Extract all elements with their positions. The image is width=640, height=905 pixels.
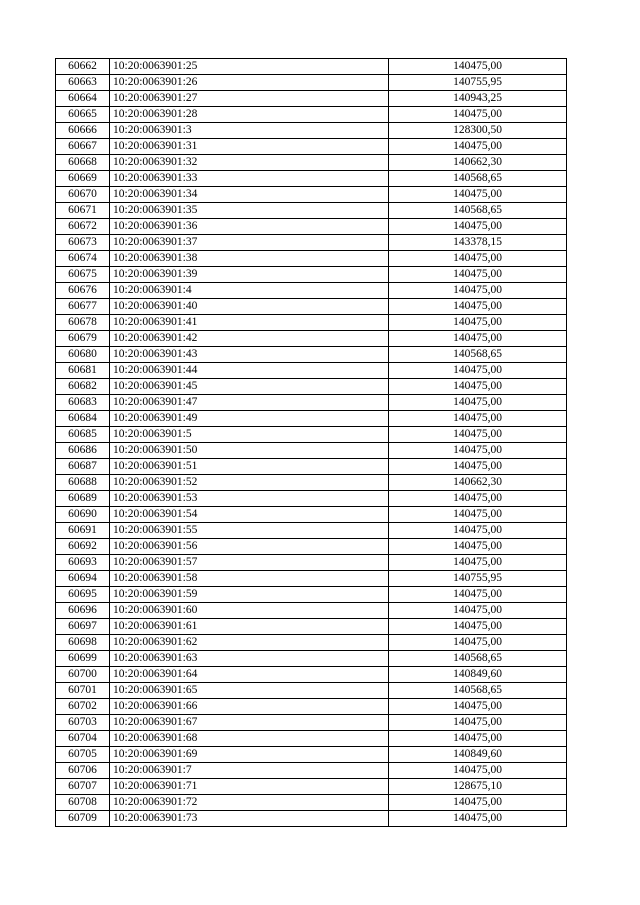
row-number-cell: 60688 — [56, 475, 110, 491]
row-number-cell: 60701 — [56, 683, 110, 699]
cadastral-value-cell: 140475,00 — [389, 139, 567, 155]
cadastral-number-cell: 10:20:0063901:38 — [110, 251, 389, 267]
row-number-cell: 60702 — [56, 699, 110, 715]
cadastral-value-cell: 140475,00 — [389, 763, 567, 779]
table-row — [56, 315, 567, 331]
cadastral-value-cell: 140475,00 — [389, 555, 567, 571]
cadastral-number-cell: 10:20:0063901:53 — [110, 491, 389, 507]
cadastral-value-cell: 140475,00 — [389, 795, 567, 811]
table-row — [56, 523, 567, 539]
row-number-cell: 60672 — [56, 219, 110, 235]
row-number-cell: 60679 — [56, 331, 110, 347]
row-number-cell: 60674 — [56, 251, 110, 267]
cadastral-value-cell: 140755,95 — [389, 75, 567, 91]
table-row — [56, 619, 567, 635]
row-number-cell: 60678 — [56, 315, 110, 331]
table-row — [56, 123, 567, 139]
cadastral-number-cell: 10:20:0063901:56 — [110, 539, 389, 555]
cadastral-value-cell: 140475,00 — [389, 427, 567, 443]
table-row — [56, 59, 567, 75]
cadastral-number-cell: 10:20:0063901:43 — [110, 347, 389, 363]
table-row — [56, 795, 567, 811]
cadastral-number-cell: 10:20:0063901:52 — [110, 475, 389, 491]
row-number-cell: 60692 — [56, 539, 110, 555]
table-row — [56, 411, 567, 427]
cadastral-number-cell: 10:20:0063901:60 — [110, 603, 389, 619]
row-number-cell: 60703 — [56, 715, 110, 731]
cadastral-value-cell: 140568,65 — [389, 347, 567, 363]
table-row — [56, 443, 567, 459]
row-number-cell: 60690 — [56, 507, 110, 523]
cadastral-number-cell: 10:20:0063901:68 — [110, 731, 389, 747]
cadastral-number-cell: 10:20:0063901:73 — [110, 811, 389, 827]
cadastral-number-cell: 10:20:0063901:33 — [110, 171, 389, 187]
cadastral-value-cell: 140662,30 — [389, 475, 567, 491]
cadastral-value-cell: 140475,00 — [389, 363, 567, 379]
cadastral-number-cell: 10:20:0063901:40 — [110, 299, 389, 315]
table-row — [56, 379, 567, 395]
cadastral-number-cell: 10:20:0063901:44 — [110, 363, 389, 379]
row-number-cell: 60671 — [56, 203, 110, 219]
cadastral-number-cell: 10:20:0063901:36 — [110, 219, 389, 235]
cadastral-number-cell: 10:20:0063901:27 — [110, 91, 389, 107]
table-row — [56, 651, 567, 667]
row-number-cell: 60684 — [56, 411, 110, 427]
row-number-cell: 60666 — [56, 123, 110, 139]
table-row — [56, 363, 567, 379]
table-row — [56, 107, 567, 123]
row-number-cell: 60665 — [56, 107, 110, 123]
cadastral-value-cell: 140475,00 — [389, 107, 567, 123]
cadastral-number-cell: 10:20:0063901:25 — [110, 59, 389, 75]
cadastral-value-cell: 140849,60 — [389, 667, 567, 683]
cadastral-value-cell: 140475,00 — [389, 731, 567, 747]
cadastral-value-cell: 140475,00 — [389, 715, 567, 731]
cadastral-value-cell: 140475,00 — [389, 267, 567, 283]
cadastral-value-table — [55, 58, 567, 827]
cadastral-value-cell: 140475,00 — [389, 395, 567, 411]
cadastral-number-cell: 10:20:0063901:45 — [110, 379, 389, 395]
cadastral-number-cell: 10:20:0063901:49 — [110, 411, 389, 427]
cadastral-number-cell: 10:20:0063901:3 — [110, 123, 389, 139]
cadastral-value-cell: 140475,00 — [389, 507, 567, 523]
row-number-cell: 60681 — [56, 363, 110, 379]
table-row — [56, 763, 567, 779]
table-row — [56, 251, 567, 267]
row-number-cell: 60677 — [56, 299, 110, 315]
table-row — [56, 603, 567, 619]
table-row — [56, 139, 567, 155]
cadastral-number-cell: 10:20:0063901:65 — [110, 683, 389, 699]
row-number-cell: 60691 — [56, 523, 110, 539]
cadastral-number-cell: 10:20:0063901:34 — [110, 187, 389, 203]
cadastral-number-cell: 10:20:0063901:28 — [110, 107, 389, 123]
cadastral-value-cell: 140755,95 — [389, 571, 567, 587]
cadastral-value-cell: 140943,25 — [389, 91, 567, 107]
row-number-cell: 60682 — [56, 379, 110, 395]
table-row — [56, 731, 567, 747]
row-number-cell: 60709 — [56, 811, 110, 827]
cadastral-number-cell: 10:20:0063901:64 — [110, 667, 389, 683]
table-row — [56, 219, 567, 235]
table-row — [56, 427, 567, 443]
cadastral-number-cell: 10:20:0063901:47 — [110, 395, 389, 411]
cadastral-value-cell: 140475,00 — [389, 587, 567, 603]
cadastral-number-cell: 10:20:0063901:31 — [110, 139, 389, 155]
row-number-cell: 60698 — [56, 635, 110, 651]
cadastral-value-cell: 140475,00 — [389, 699, 567, 715]
row-number-cell: 60669 — [56, 171, 110, 187]
table-row — [56, 555, 567, 571]
cadastral-value-cell: 140475,00 — [389, 539, 567, 555]
cadastral-number-cell: 10:20:0063901:61 — [110, 619, 389, 635]
cadastral-value-cell: 128675,10 — [389, 779, 567, 795]
table-row — [56, 395, 567, 411]
cadastral-value-cell: 140849,60 — [389, 747, 567, 763]
table-row — [56, 635, 567, 651]
table-row — [56, 299, 567, 315]
cadastral-value-cell: 128300,50 — [389, 123, 567, 139]
table-row — [56, 539, 567, 555]
table-row — [56, 267, 567, 283]
row-number-cell: 60706 — [56, 763, 110, 779]
row-number-cell: 60695 — [56, 587, 110, 603]
table-row — [56, 491, 567, 507]
cadastral-number-cell: 10:20:0063901:37 — [110, 235, 389, 251]
row-number-cell: 60673 — [56, 235, 110, 251]
cadastral-value-cell: 140475,00 — [389, 603, 567, 619]
table-row — [56, 347, 567, 363]
row-number-cell: 60663 — [56, 75, 110, 91]
table-row — [56, 459, 567, 475]
table-row — [56, 203, 567, 219]
cadastral-value-cell: 140475,00 — [389, 283, 567, 299]
cadastral-value-cell: 140662,30 — [389, 155, 567, 171]
table-row — [56, 187, 567, 203]
table-row — [56, 683, 567, 699]
cadastral-value-cell: 140475,00 — [389, 379, 567, 395]
cadastral-value-cell: 140475,00 — [389, 251, 567, 267]
table-row — [56, 667, 567, 683]
row-number-cell: 60667 — [56, 139, 110, 155]
table-row — [56, 811, 567, 827]
row-number-cell: 60699 — [56, 651, 110, 667]
cadastral-number-cell: 10:20:0063901:42 — [110, 331, 389, 347]
row-number-cell: 60675 — [56, 267, 110, 283]
table-row — [56, 91, 567, 107]
row-number-cell: 60680 — [56, 347, 110, 363]
cadastral-number-cell: 10:20:0063901:5 — [110, 427, 389, 443]
cadastral-number-cell: 10:20:0063901:59 — [110, 587, 389, 603]
cadastral-number-cell: 10:20:0063901:55 — [110, 523, 389, 539]
row-number-cell: 60687 — [56, 459, 110, 475]
row-number-cell: 60676 — [56, 283, 110, 299]
cadastral-number-cell: 10:20:0063901:41 — [110, 315, 389, 331]
row-number-cell: 60697 — [56, 619, 110, 635]
cadastral-value-cell: 140475,00 — [389, 459, 567, 475]
row-number-cell: 60670 — [56, 187, 110, 203]
table-row — [56, 155, 567, 171]
table-row — [56, 507, 567, 523]
cadastral-number-cell: 10:20:0063901:67 — [110, 715, 389, 731]
row-number-cell: 60708 — [56, 795, 110, 811]
cadastral-number-cell: 10:20:0063901:32 — [110, 155, 389, 171]
cadastral-number-cell: 10:20:0063901:50 — [110, 443, 389, 459]
table-row — [56, 779, 567, 795]
cadastral-value-cell: 143378,15 — [389, 235, 567, 251]
table-row — [56, 75, 567, 91]
cadastral-number-cell: 10:20:0063901:39 — [110, 267, 389, 283]
row-number-cell: 60683 — [56, 395, 110, 411]
row-number-cell: 60705 — [56, 747, 110, 763]
cadastral-number-cell: 10:20:0063901:4 — [110, 283, 389, 299]
table-row — [56, 587, 567, 603]
cadastral-value-cell: 140475,00 — [389, 491, 567, 507]
cadastral-number-cell: 10:20:0063901:26 — [110, 75, 389, 91]
table-body — [56, 59, 567, 827]
row-number-cell: 60662 — [56, 59, 110, 75]
cadastral-number-cell: 10:20:0063901:71 — [110, 779, 389, 795]
cadastral-number-cell: 10:20:0063901:58 — [110, 571, 389, 587]
row-number-cell: 60664 — [56, 91, 110, 107]
row-number-cell: 60685 — [56, 427, 110, 443]
cadastral-number-cell: 10:20:0063901:57 — [110, 555, 389, 571]
row-number-cell: 60696 — [56, 603, 110, 619]
row-number-cell: 60700 — [56, 667, 110, 683]
cadastral-value-cell: 140568,65 — [389, 651, 567, 667]
table-row — [56, 699, 567, 715]
row-number-cell: 60693 — [56, 555, 110, 571]
cadastral-number-cell: 10:20:0063901:63 — [110, 651, 389, 667]
cadastral-value-cell: 140475,00 — [389, 315, 567, 331]
table-row — [56, 747, 567, 763]
cadastral-number-cell: 10:20:0063901:7 — [110, 763, 389, 779]
cadastral-value-cell: 140475,00 — [389, 187, 567, 203]
cadastral-value-cell: 140475,00 — [389, 523, 567, 539]
cadastral-value-cell: 140568,65 — [389, 171, 567, 187]
cadastral-number-cell: 10:20:0063901:66 — [110, 699, 389, 715]
row-number-cell: 60689 — [56, 491, 110, 507]
row-number-cell: 60668 — [56, 155, 110, 171]
row-number-cell: 60686 — [56, 443, 110, 459]
table-row — [56, 331, 567, 347]
cadastral-number-cell: 10:20:0063901:54 — [110, 507, 389, 523]
cadastral-number-cell: 10:20:0063901:35 — [110, 203, 389, 219]
cadastral-value-cell: 140475,00 — [389, 219, 567, 235]
cadastral-value-cell: 140475,00 — [389, 331, 567, 347]
table-row — [56, 715, 567, 731]
cadastral-number-cell: 10:20:0063901:72 — [110, 795, 389, 811]
table-row — [56, 171, 567, 187]
cadastral-value-cell: 140568,65 — [389, 683, 567, 699]
row-number-cell: 60704 — [56, 731, 110, 747]
table-row — [56, 571, 567, 587]
cadastral-value-cell: 140475,00 — [389, 299, 567, 315]
cadastral-number-cell: 10:20:0063901:51 — [110, 459, 389, 475]
cadastral-value-cell: 140475,00 — [389, 59, 567, 75]
cadastral-value-cell: 140475,00 — [389, 635, 567, 651]
cadastral-value-cell: 140475,00 — [389, 619, 567, 635]
cadastral-value-cell: 140475,00 — [389, 811, 567, 827]
table-row — [56, 475, 567, 491]
cadastral-value-cell: 140475,00 — [389, 443, 567, 459]
cadastral-number-cell: 10:20:0063901:69 — [110, 747, 389, 763]
cadastral-number-cell: 10:20:0063901:62 — [110, 635, 389, 651]
row-number-cell: 60707 — [56, 779, 110, 795]
table-row — [56, 235, 567, 251]
row-number-cell: 60694 — [56, 571, 110, 587]
table-row — [56, 283, 567, 299]
cadastral-value-cell: 140568,65 — [389, 203, 567, 219]
cadastral-value-cell: 140475,00 — [389, 411, 567, 427]
